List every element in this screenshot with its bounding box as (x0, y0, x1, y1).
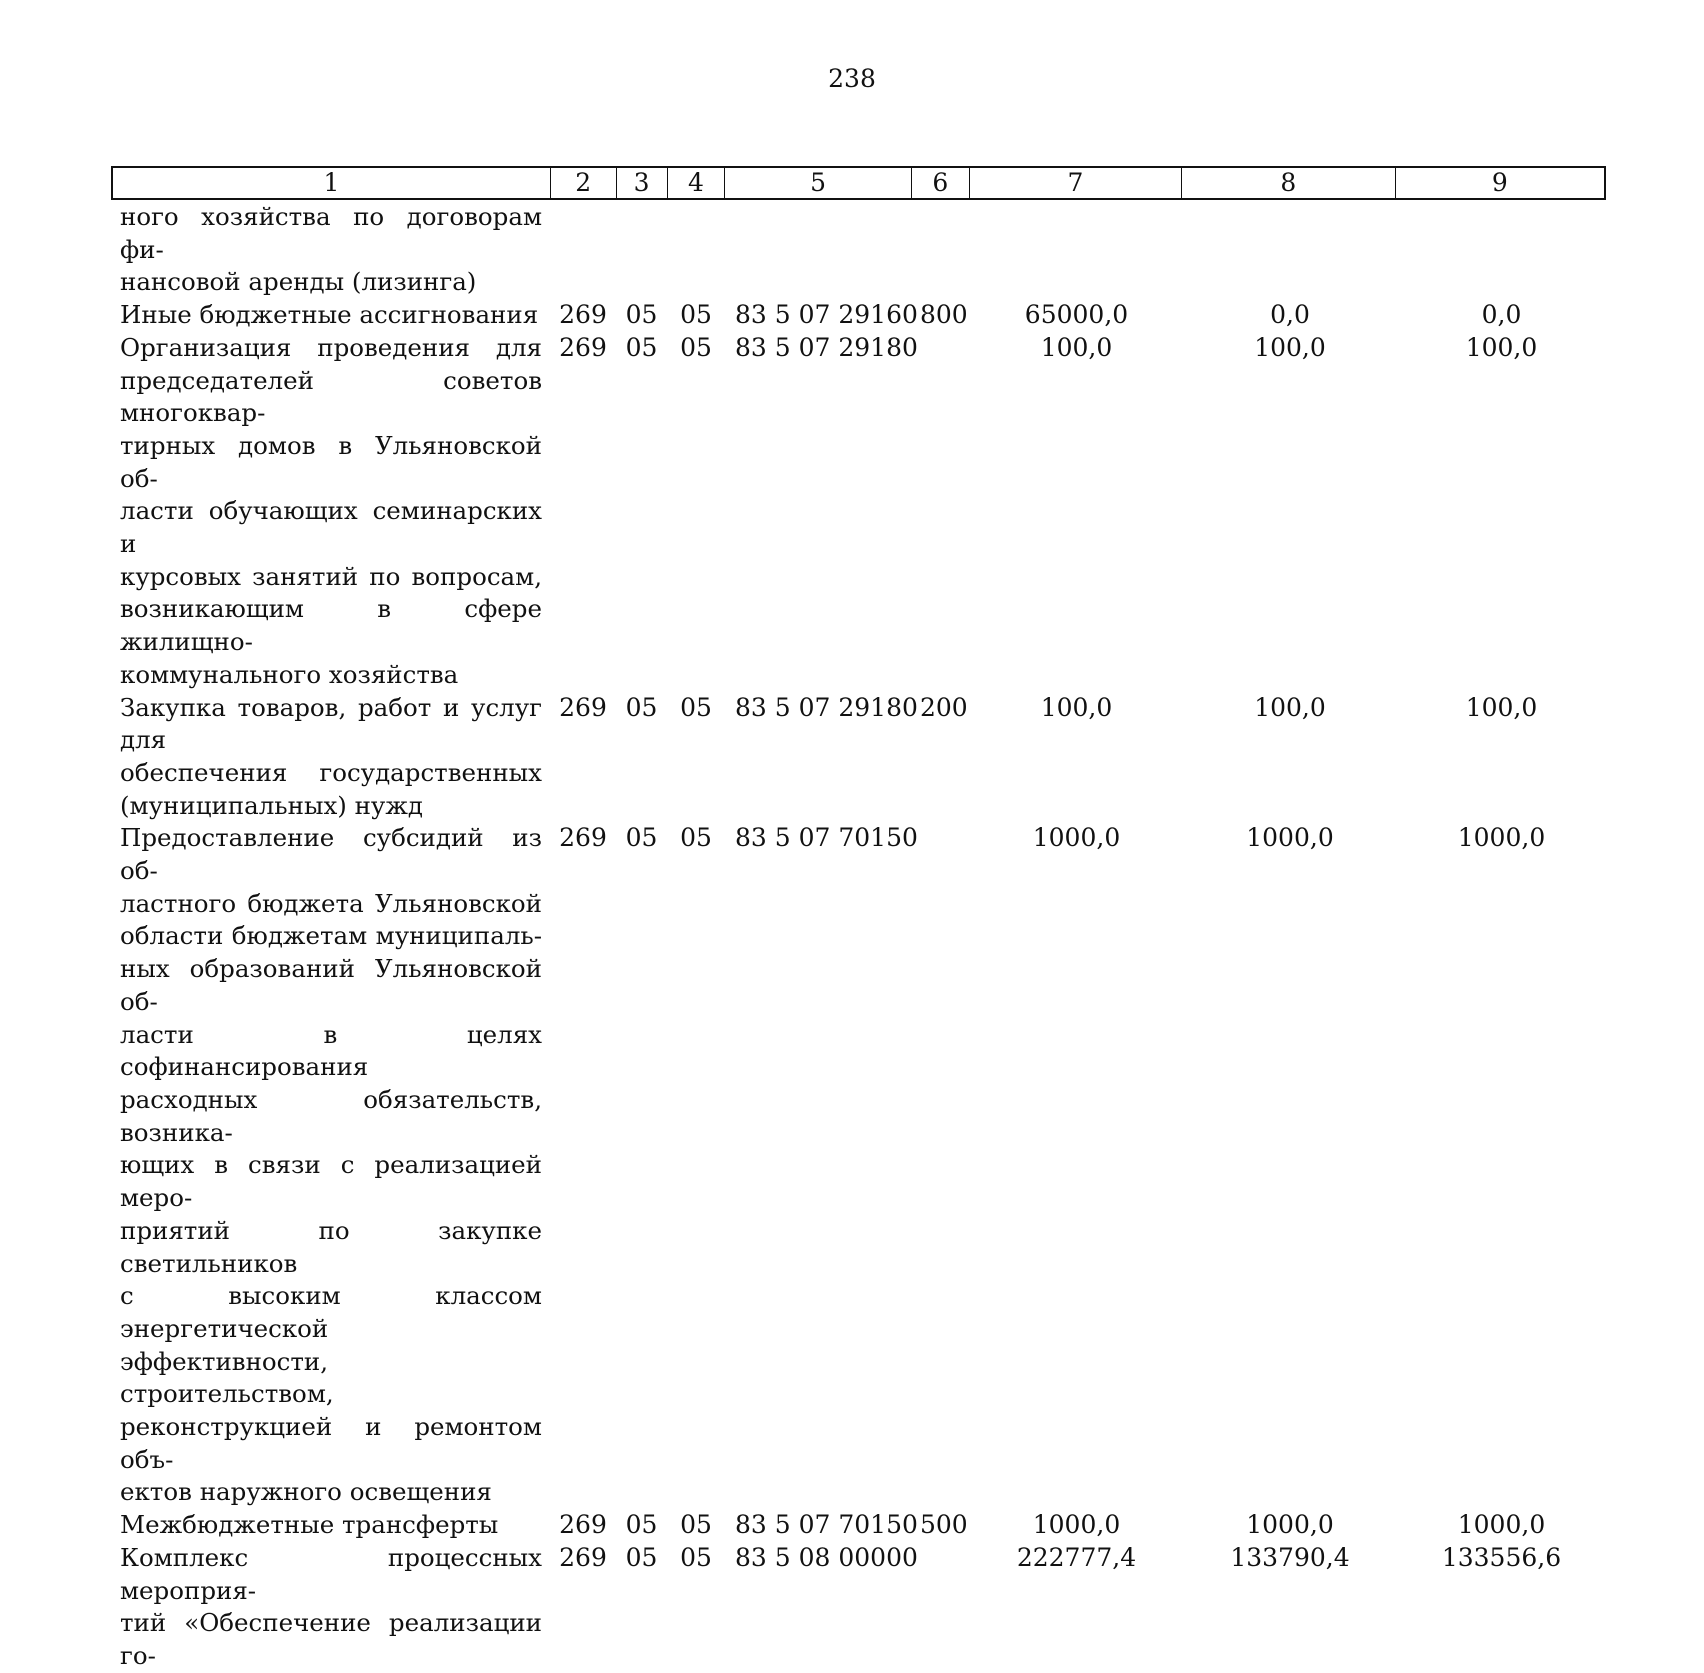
section-code (550, 201, 616, 299)
amount-year-1: 222777,4 (1016, 1542, 1137, 1572)
row-description (111, 299, 550, 332)
description-line: ектов наружного освещения (120, 1477, 492, 1507)
column-header-1: 1 (113, 168, 551, 198)
target-article-code: 83 5 07 29180 (735, 692, 918, 722)
expense-type-code (912, 1542, 970, 1673)
row-description (111, 201, 550, 299)
amount-year-3: 100,0 (1465, 692, 1538, 722)
row-description (111, 1509, 550, 1542)
description-line: Межбюджетные трансферты (120, 1510, 499, 1540)
subsection-code: 05 (625, 300, 658, 330)
description-line: нансовой аренды (лизинга) (120, 267, 477, 297)
subsection-code: 05 (625, 332, 658, 362)
row-description (111, 692, 550, 823)
target-article-code: 83 5 07 29180 (735, 332, 918, 362)
section-code: 269 (559, 1510, 607, 1540)
description-line: Комплекс процессных мероприя- (120, 1542, 542, 1605)
description-line: обеспечения государственных (120, 757, 542, 787)
section-code: 269 (559, 1542, 607, 1572)
amount-year-3 (1397, 201, 1606, 299)
subsection-code-2: 05 (680, 823, 712, 853)
expense-type-code: 500 (920, 1510, 968, 1540)
target-article-code: 83 5 07 29160 (735, 300, 918, 330)
amount-year-2: 0,0 (1270, 300, 1310, 330)
description-line: ного хозяйства по договорам фи- (120, 202, 542, 264)
amount-year-3: 133556,6 (1441, 1542, 1562, 1572)
column-header-4: 4 (668, 168, 726, 198)
amount-year-1: 1000,0 (1032, 1510, 1121, 1540)
amount-year-2 (1183, 201, 1397, 299)
amount-year-2: 133790,4 (1230, 1542, 1350, 1572)
table-row (111, 332, 1606, 692)
amount-year-1: 65000,0 (1024, 300, 1129, 330)
description-line: ющих в связи с реализацией меро- (120, 1150, 542, 1213)
expense-type-code: 800 (920, 300, 968, 330)
amount-year-3: 1000,0 (1457, 1510, 1546, 1540)
subsection-code-2 (667, 201, 725, 299)
target-article-code (725, 201, 912, 299)
amount-year-2: 100,0 (1254, 332, 1326, 362)
subsection-code-2: 05 (680, 1542, 712, 1572)
section-code: 269 (559, 300, 607, 330)
table-row (111, 1509, 1606, 1542)
section-code: 269 (559, 823, 607, 853)
subsection-code-2: 05 (680, 332, 712, 362)
description-line: тирных домов в Ульяновской об- (120, 430, 542, 493)
table-row (111, 299, 1606, 332)
expense-type-code (912, 201, 970, 299)
description-line: реконструкцией и ремонтом объ- (120, 1412, 542, 1474)
column-header-3: 3 (617, 168, 668, 198)
target-article-code: 83 5 07 70150 (735, 1510, 918, 1540)
column-header-8: 8 (1182, 168, 1395, 198)
section-code: 269 (559, 692, 607, 722)
column-header-5: 5 (725, 168, 912, 198)
amount-year-3: 100,0 (1465, 332, 1538, 362)
amount-year-2: 1000,0 (1246, 1510, 1334, 1540)
description-line: (муниципальных) нужд (120, 790, 423, 820)
subsection-code-2: 05 (680, 692, 712, 722)
subsection-code: 05 (625, 823, 658, 853)
description-line: коммунального хозяйства (120, 659, 459, 689)
column-header-7: 7 (970, 168, 1182, 198)
amount-year-2: 1000,0 (1246, 823, 1334, 853)
target-article-code: 83 5 08 00000 (735, 1542, 918, 1572)
expense-type-code: 200 (920, 692, 968, 722)
description-line: приятий по закупке светильников (120, 1215, 542, 1278)
expense-type-code (912, 822, 970, 1509)
subsection-code: 05 (625, 1510, 658, 1540)
description-line: области бюджетам муниципаль- (120, 921, 542, 951)
expense-type-code (912, 332, 970, 692)
subsection-code: 05 (625, 692, 658, 722)
description-line: ных образований Ульяновской об- (120, 954, 542, 1016)
table-body (111, 201, 1606, 1673)
amount-year-3: 1000,0 (1457, 823, 1546, 853)
description-line: возникающим в сфере жилищно- (120, 594, 542, 657)
description-line: Иные бюджетные ассигнования (120, 300, 539, 330)
amount-year-1 (970, 201, 1183, 299)
section-code: 269 (559, 332, 607, 362)
table-row (111, 822, 1606, 1509)
target-article-code: 83 5 07 70150 (735, 823, 918, 853)
description-line: курсовых занятий по вопросам, (120, 561, 542, 591)
table-header (111, 166, 1606, 200)
description-line: ласти обучающих семинарских и (120, 496, 542, 559)
table-row (111, 692, 1606, 823)
subsection-code-2: 05 (680, 1510, 712, 1540)
description-line: ласти в целях софинансирования (120, 1019, 542, 1082)
description-line: Организация проведения для (120, 332, 542, 362)
description-line: расходных обязательств, возника- (120, 1084, 542, 1147)
row-description (111, 1542, 550, 1673)
description-line: ластного бюджета Ульяновской (120, 888, 542, 918)
subsection-code-2: 05 (680, 300, 712, 330)
description-line: эффективности, строительством, (120, 1346, 334, 1409)
amount-year-1: 100,0 (1040, 332, 1113, 362)
amount-year-3: 0,0 (1481, 300, 1522, 330)
column-header-6: 6 (912, 168, 970, 198)
subsection-code (616, 201, 667, 299)
column-header-9: 9 (1491, 168, 1508, 197)
row-description (111, 332, 550, 692)
table-row (111, 201, 1606, 299)
column-header-2: 2 (551, 168, 617, 198)
description-line: председателей советов многоквар- (120, 365, 542, 428)
description-line: Предоставление субсидий из об- (120, 823, 542, 886)
amount-year-1: 100,0 (1040, 692, 1113, 722)
description-line: тий «Обеспечение реализации го- (120, 1608, 542, 1670)
description-line: Закупка товаров, работ и услуг для (120, 692, 542, 755)
page-number: 238 (828, 64, 876, 93)
table-row (111, 1542, 1606, 1673)
amount-year-1: 1000,0 (1032, 823, 1121, 853)
description-line: с высоким классом энергетической (120, 1281, 542, 1343)
subsection-code: 05 (625, 1542, 658, 1572)
amount-year-2: 100,0 (1254, 692, 1326, 722)
row-description (111, 822, 550, 1509)
